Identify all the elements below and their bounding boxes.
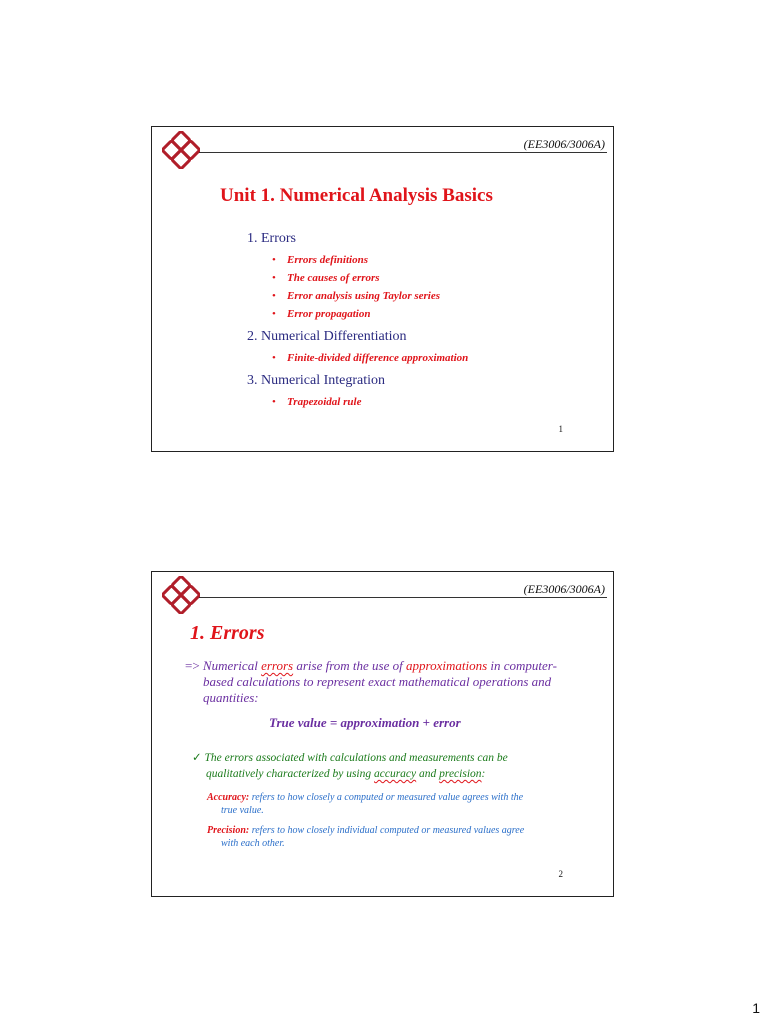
bullet: •	[272, 290, 276, 302]
bullet: •	[272, 254, 276, 266]
subtopic-item	[272, 349, 468, 367]
subtopic-item	[272, 305, 468, 323]
subtopic-text: Error analysis using Taylor series	[287, 290, 441, 302]
bullet: •	[272, 272, 276, 284]
intro-paragraph	[185, 658, 605, 706]
slide-number: 2	[558, 869, 563, 879]
definition-text: refers to how closely individual computed or measured values agree	[249, 825, 525, 836]
header-divider	[199, 597, 607, 598]
precision-definition	[207, 824, 602, 850]
check-line-2	[192, 766, 587, 782]
check-text: and	[416, 768, 440, 780]
definition-text: refers to how closely a computed or measured value agrees with the	[249, 792, 524, 803]
check-text: qualitatively characterized by using	[206, 768, 374, 780]
intro-text: arise from the use of	[293, 658, 406, 673]
subtopic-list	[247, 251, 468, 323]
keyword-approximations: approximations	[406, 658, 488, 673]
slide-title: 1. Errors	[190, 622, 265, 644]
check-paragraph	[192, 750, 587, 782]
topic-integration	[247, 373, 468, 411]
definition-text: true value.	[221, 805, 264, 816]
topic-errors	[247, 231, 468, 323]
keyword-errors: errors	[261, 658, 294, 673]
keyword-accuracy: accuracy	[374, 768, 417, 780]
bullet: •	[272, 308, 276, 320]
definition-term: Accuracy:	[207, 792, 250, 803]
course-code: (EE3006/3006A)	[523, 137, 605, 151]
bullet: •	[272, 352, 276, 364]
header-divider	[199, 152, 607, 153]
bullet: •	[272, 396, 276, 408]
page-number: 1	[752, 1000, 760, 1016]
arrow-marker: =>	[185, 658, 200, 673]
subtopic-text: Errors definitions	[287, 254, 368, 266]
topic-label: 2. Numerical Differentiation	[247, 329, 407, 344]
subtopic-list	[247, 393, 468, 411]
subtopic-item	[272, 393, 468, 411]
formula	[269, 715, 461, 731]
university-logo-icon	[162, 131, 200, 169]
subtopic-item	[272, 251, 468, 269]
definition-text: with each other.	[221, 838, 285, 849]
slide-title: Unit 1. Numerical Analysis Basics	[220, 185, 493, 206]
subtopic-list	[247, 349, 468, 367]
keyword-precision: precision	[439, 768, 482, 780]
topic-label: 3. Numerical Integration	[247, 373, 386, 388]
slide-number: 1	[558, 424, 563, 434]
formula-text: True value = approximation + error	[269, 715, 461, 730]
checkmark-icon: ✓	[192, 752, 202, 764]
intro-text: quantities:	[203, 690, 259, 705]
intro-text: based calculations to represent exact mathematical operations and	[203, 674, 552, 689]
subtopic-text: Trapezoidal rule	[287, 396, 362, 408]
intro-text: in computer-	[487, 658, 557, 673]
subtopic-item	[272, 269, 468, 287]
subtopic-text: Error propagation	[287, 308, 371, 320]
topic-list	[247, 231, 468, 417]
course-code: (EE3006/3006A)	[523, 582, 605, 596]
accuracy-definition	[207, 791, 602, 817]
definition-term: Precision:	[207, 825, 250, 836]
check-text: :	[481, 768, 486, 780]
subtopic-text: Finite-divided difference approximation	[287, 352, 469, 364]
subtopic-item	[272, 287, 468, 305]
check-text: The errors associated with calculations and measurements can be	[201, 752, 508, 764]
topic-differentiation	[247, 329, 468, 367]
topic-label: 1. Errors	[247, 231, 296, 246]
university-logo-icon	[162, 576, 200, 614]
intro-text: Numerical	[199, 658, 262, 673]
slide-1	[151, 126, 614, 452]
subtopic-text: The causes of errors	[287, 272, 380, 284]
slide-2	[151, 571, 614, 897]
